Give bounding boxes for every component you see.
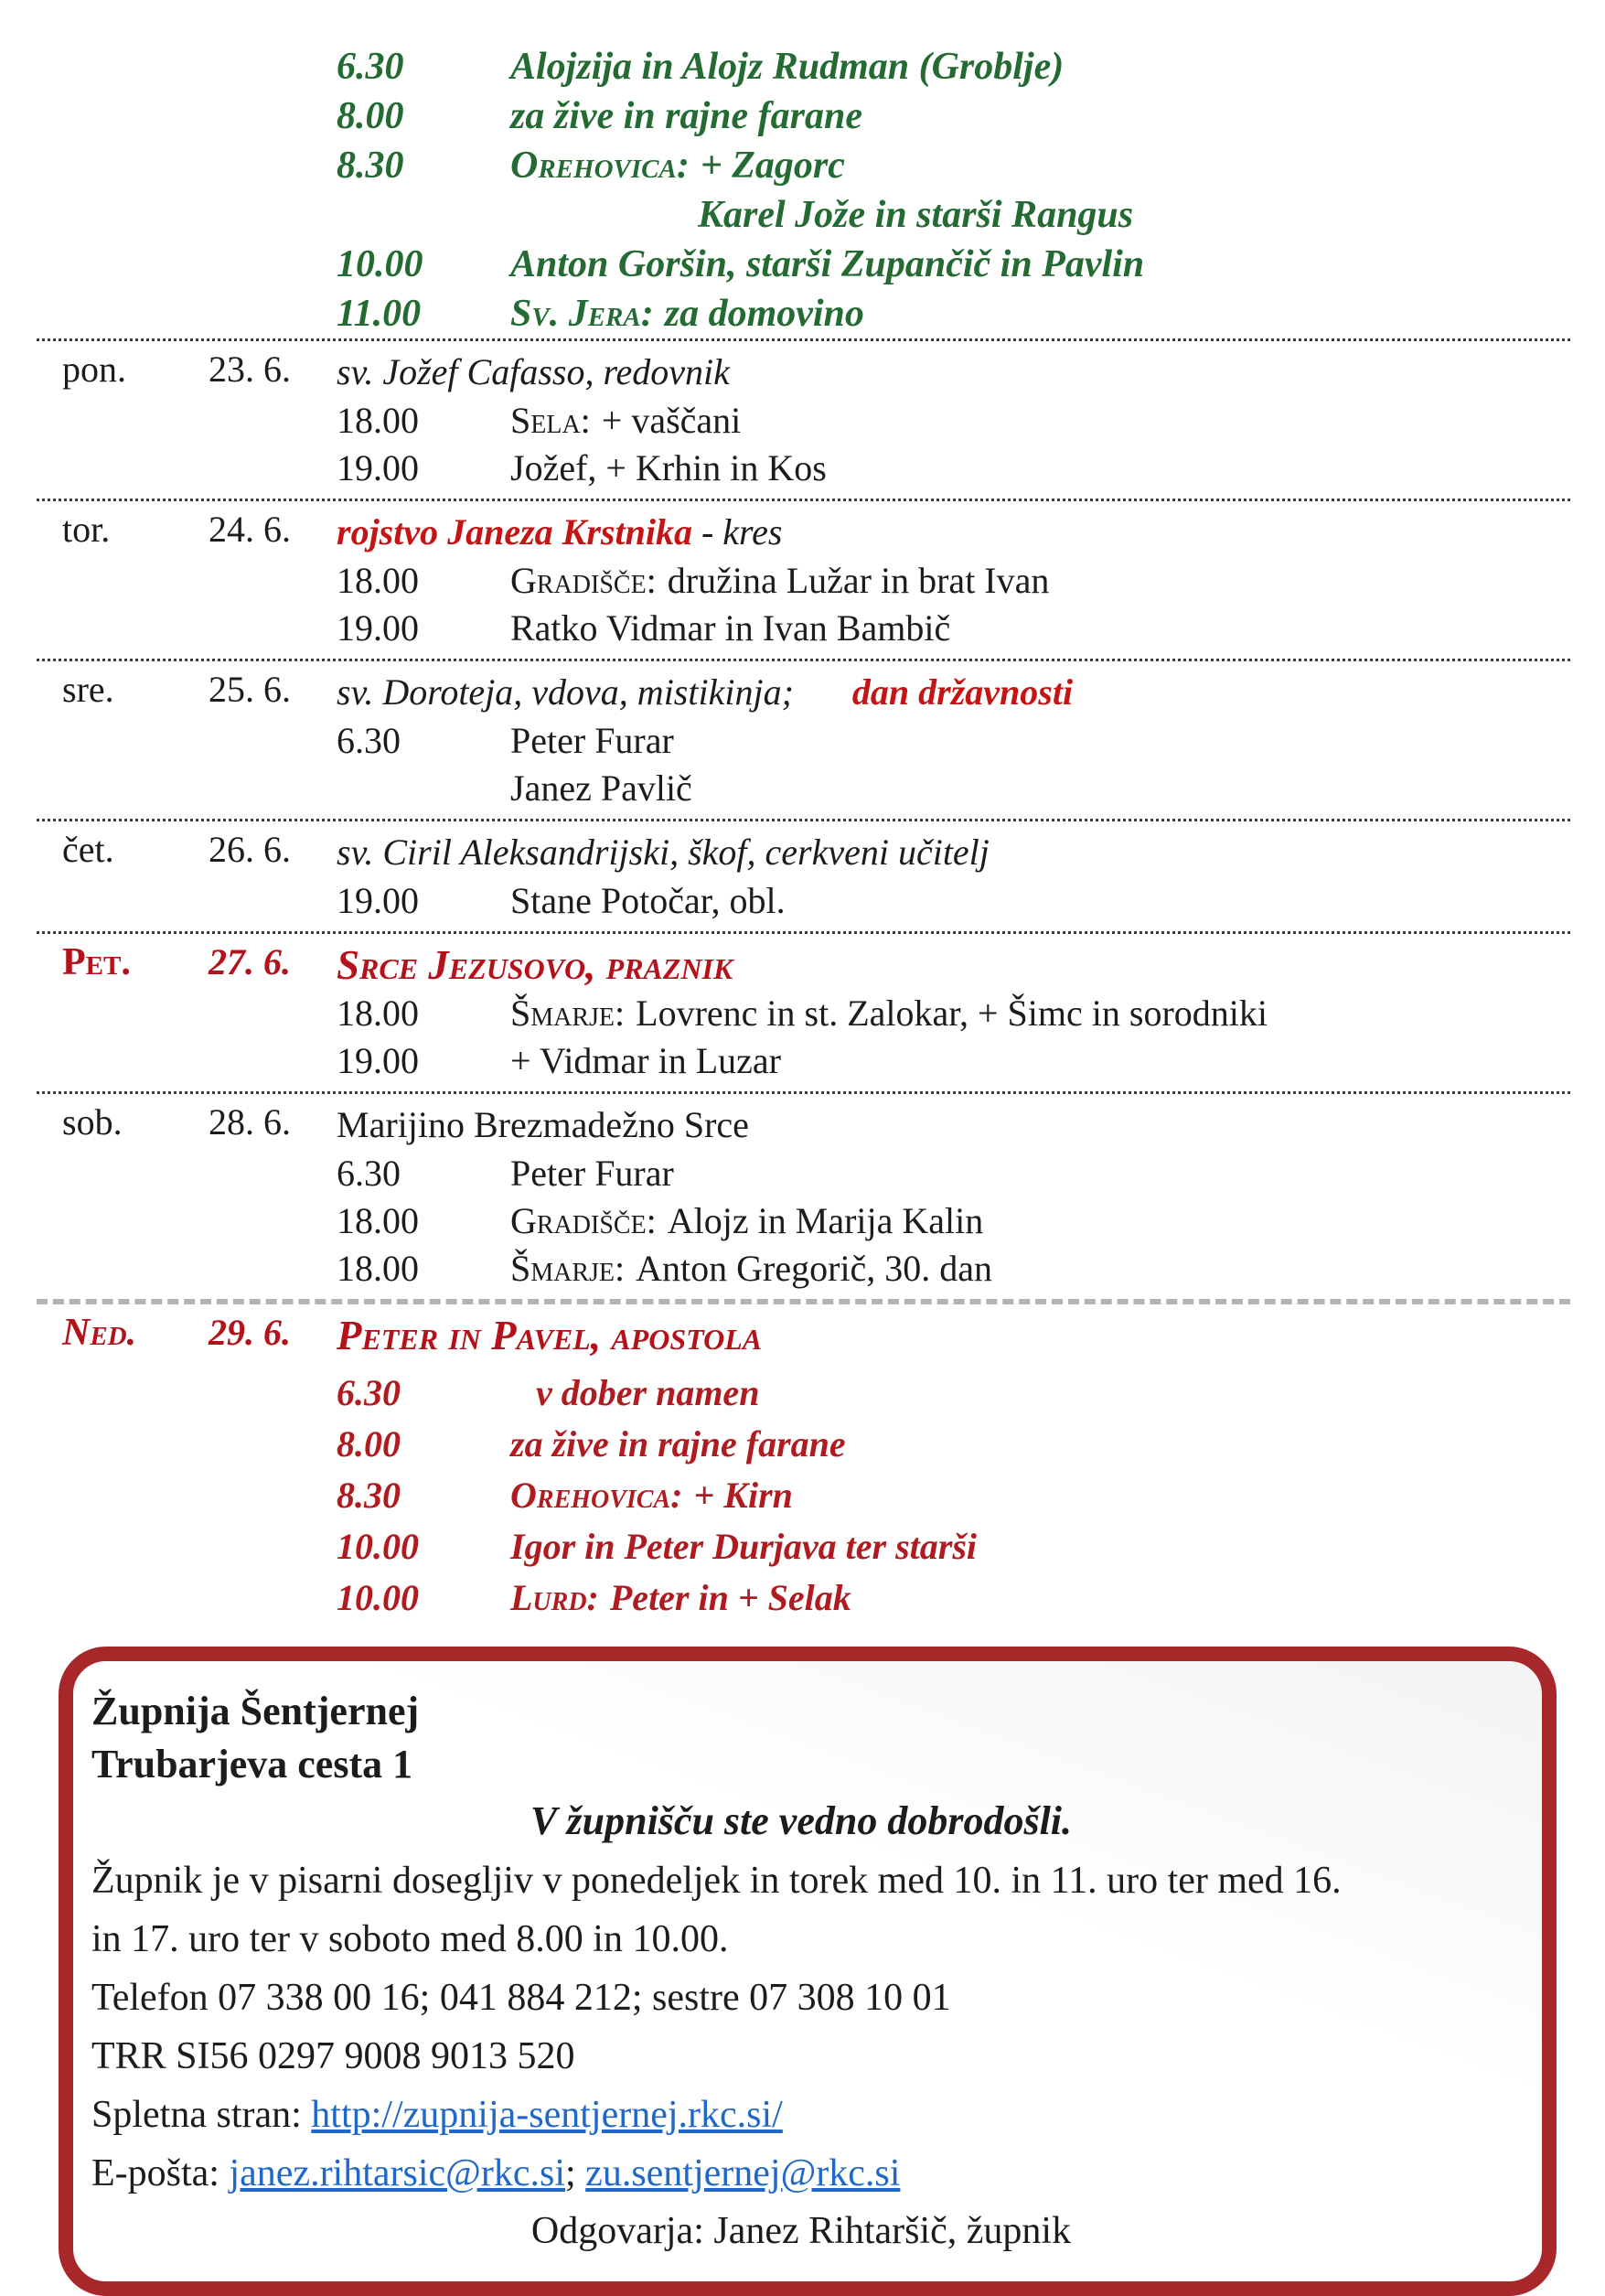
mass-entry [510, 1245, 1570, 1293]
mass-line [337, 717, 1570, 765]
mass-entry [510, 557, 1570, 605]
mass-entry: za žive in rajne farane [510, 95, 863, 137]
mass-line [37, 42, 1570, 91]
welcome-line: V župnišču ste vedno dobrodošli. [530, 1798, 1073, 1843]
mass-line [37, 240, 1570, 289]
day-label: Pet. [62, 941, 131, 983]
mass-line [337, 1197, 1570, 1245]
mass-time: 6.30 [337, 46, 404, 88]
parish-info-box [59, 1647, 1557, 2296]
email-separator: ; [565, 2152, 586, 2194]
website-label: Spletna stran: [91, 2094, 312, 2136]
mass-text: družina Lužar in brat Ivan [667, 560, 1050, 601]
mass-entry: Peter Furar [510, 720, 674, 761]
date-label: 26. 6. [209, 829, 291, 870]
mass-entry: za žive in rajne farane [510, 1423, 846, 1465]
mass-text: + vaščani [601, 400, 742, 441]
mass-line [37, 141, 1570, 190]
email-link-2[interactable]: zu.sentjernej@rkc.si [585, 2152, 901, 2194]
feast-title-rest: - kres [691, 511, 783, 553]
website-line [91, 2086, 1511, 2144]
mass-entry [510, 1572, 1570, 1624]
mass-text: za domovino [664, 293, 864, 335]
place-name: Orehovica: [510, 1475, 683, 1516]
national-holiday-label: dan državnosti [851, 671, 1074, 713]
mass-text: Lovrenc in st. Zalokar, + Šimc in sorodniki [636, 992, 1268, 1034]
mass-entry: Jožef, + Krhin in Kos [510, 447, 827, 488]
mass-entry: Peter Furar [510, 1153, 674, 1194]
mass-time: 11.00 [337, 293, 422, 335]
mass-time: 10.00 [337, 243, 423, 285]
date-label: 28. 6. [209, 1101, 291, 1143]
feast-title: Peter in Pavel, apostola [337, 1313, 763, 1358]
email-line [91, 2144, 1511, 2203]
mass-text: + Zagorc [700, 145, 845, 187]
mass-time: 8.00 [337, 1423, 401, 1465]
feast-title-text: sv. Doroteja, vdova, mistikinja; [337, 671, 794, 713]
day-row-pet [37, 934, 1570, 1091]
mass-time: 19.00 [337, 447, 419, 488]
mass-entry: Anton Goršin, starši Zupančič in Pavlin [510, 243, 1145, 285]
mass-entry [510, 397, 1570, 445]
mass-text: Peter in + Selak [609, 1577, 851, 1618]
day-row-sre [37, 661, 1570, 819]
day-row-tor [37, 501, 1570, 659]
mass-line [337, 765, 1570, 812]
mass-text: Anton Gregorič, 30. dan [636, 1248, 993, 1289]
date-label: 24. 6. [209, 509, 291, 550]
place-name: Lurd: [510, 1577, 599, 1618]
mass-line [337, 1368, 1570, 1419]
mass-line [337, 557, 1570, 605]
mass-time: 8.00 [337, 95, 404, 137]
mass-time: 6.30 [337, 1372, 401, 1413]
mass-time: 18.00 [337, 400, 419, 441]
mass-entry: v dober namen [536, 1372, 760, 1413]
website-link[interactable]: http://zupnija-sentjernej.rkc.si/ [311, 2094, 783, 2136]
parish-address: Trubarjeva cesta 1 [91, 1742, 413, 1786]
mass-line [337, 1037, 1570, 1085]
place-name: Šmarje: [510, 992, 626, 1034]
place-name: Gradišče: [510, 1200, 657, 1241]
feast-title: sv. Ciril Aleksandrijski, škof, cerkveni učitelj [337, 831, 990, 873]
day-label: čet. [62, 829, 114, 870]
mass-entry: + Vidmar in Luzar [510, 1040, 781, 1081]
mass-time: 19.00 [337, 607, 419, 649]
mass-line [337, 990, 1570, 1037]
feast-title: sv. Jožef Cafasso, redovnik [337, 351, 730, 392]
day-label: tor. [62, 509, 111, 550]
mass-line [337, 1470, 1570, 1521]
mass-time: 18.00 [337, 1248, 419, 1289]
place-name: Sv. Jera: [510, 293, 654, 335]
mass-time: 18.00 [337, 560, 419, 601]
mass-line [337, 1419, 1570, 1470]
mass-time: 19.00 [337, 1040, 419, 1081]
date-label: 25. 6. [209, 669, 291, 710]
mass-entry: Igor in Peter Durjava ter starši [510, 1526, 978, 1567]
mass-time: 18.00 [337, 1200, 419, 1241]
feast-title [337, 508, 1570, 557]
mass-entry: Janez Pavlič [510, 767, 692, 809]
feast-title: Marijino Brezmadežno Srce [337, 1104, 749, 1145]
mass-entry [510, 1197, 1570, 1245]
day-label: sre. [62, 669, 114, 710]
mass-entry [510, 1470, 1570, 1521]
phone-line: Telefon 07 338 00 16; 041 884 212; sestre 07 308 10 01 [91, 1977, 951, 2019]
email-link-1[interactable]: janez.rihtarsic@rkc.si [229, 2152, 565, 2194]
day-row-sob [37, 1094, 1570, 1299]
feast-title [337, 668, 1570, 717]
mass-line [37, 289, 1570, 338]
mass-text: Alojz in Marija Kalin [667, 1200, 984, 1241]
mass-entry-continuation: Karel Jože in starši Rangus [698, 194, 1134, 236]
mass-line [337, 1245, 1570, 1293]
mass-line [337, 1572, 1570, 1624]
place-name: Sela: [510, 400, 591, 441]
mass-line [337, 1521, 1570, 1572]
mass-entry: Alojzija in Alojz Rudman (Groblje) [510, 46, 1065, 88]
mass-time: 6.30 [337, 720, 401, 761]
feast-title: Srce Jezusovo, praznik [337, 942, 733, 988]
place-name: Gradišče: [510, 560, 657, 601]
mass-time: 8.30 [337, 1475, 401, 1516]
parish-name: Župnija Šentjernej [91, 1689, 420, 1733]
mass-time: 6.30 [337, 1153, 401, 1194]
mass-time: 10.00 [337, 1577, 419, 1618]
day-row-ned [37, 1304, 1570, 1630]
mass-line [337, 445, 1570, 492]
bank-account-line: TRR SI56 0297 9008 9013 520 [91, 2035, 575, 2077]
day-label: sob. [62, 1101, 123, 1143]
mass-entry [510, 990, 1570, 1037]
place-name: Orehovica: [510, 145, 690, 187]
mass-entry [510, 289, 1570, 338]
mass-time [337, 765, 510, 812]
mass-time: 19.00 [337, 880, 419, 921]
mass-text: + Kirn [693, 1475, 793, 1516]
mass-line [37, 91, 1570, 141]
mass-entry: Ratko Vidmar in Ivan Bambič [510, 607, 951, 649]
day-label: Ned. [62, 1312, 137, 1354]
day-row-cet [37, 821, 1570, 931]
mass-line [337, 605, 1570, 652]
mass-line [337, 1150, 1570, 1197]
mass-time: 8.30 [337, 145, 404, 187]
mass-time: 10.00 [337, 1526, 419, 1567]
office-hours-line2: in 17. uro ter v soboto med 8.00 in 10.00. [91, 1918, 729, 1960]
mass-line [337, 397, 1570, 445]
date-label: 23. 6. [209, 349, 291, 390]
sunday-intro-masses [37, 42, 1570, 338]
feast-title-red: rojstvo Janeza Krstnika [337, 511, 692, 553]
mass-entry [510, 141, 1570, 190]
day-row-pon [37, 341, 1570, 499]
day-label: pon. [62, 349, 126, 390]
mass-entry: Stane Potočar, obl. [510, 880, 786, 921]
responsible-line: Odgovarja: Janez Rihtaršič, župnik [530, 2210, 1072, 2252]
place-name: Šmarje: [510, 1248, 626, 1289]
mass-line [337, 877, 1570, 925]
office-hours-line1: Župnik je v pisarni dosegljiv v ponedeljek in torek med 10. in 11. uro ter med 16. [91, 1860, 1342, 1902]
date-label: 29. 6. [209, 1312, 291, 1353]
email-label: E-pošta: [91, 2152, 230, 2194]
mass-line [37, 190, 1570, 240]
date-label: 27. 6. [209, 941, 291, 982]
mass-time: 18.00 [337, 992, 419, 1034]
